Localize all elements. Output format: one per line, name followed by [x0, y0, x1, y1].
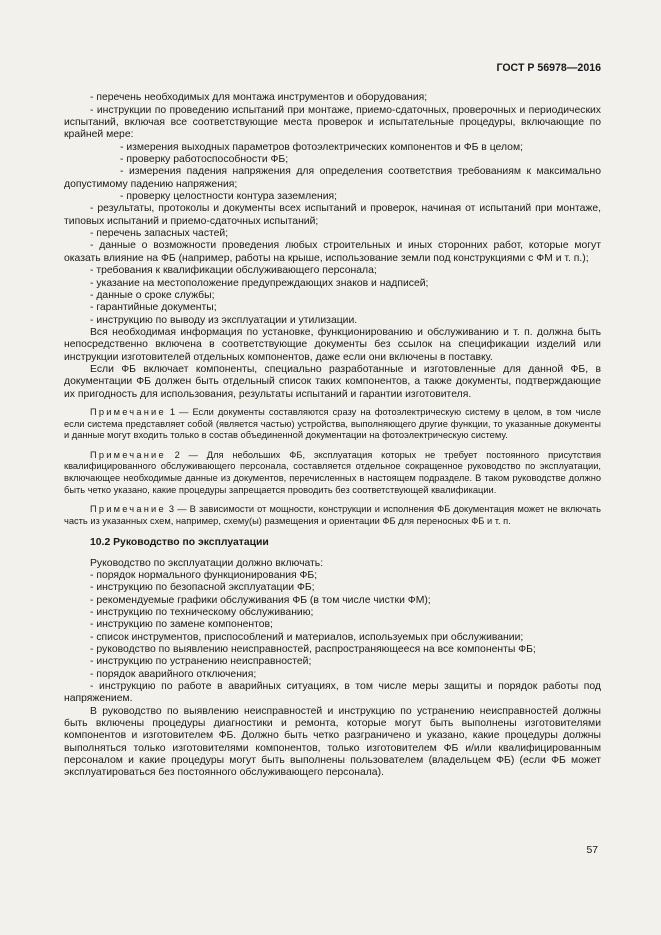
note-label: Примечание: [90, 449, 166, 460]
paragraph: Руководство по эксплуатации должно включать:: [90, 557, 324, 569]
document-header: ГОСТ Р 56978—2016: [496, 62, 601, 74]
section-title: 10.2 Руководство по эксплуатации: [90, 537, 269, 549]
paragraph: - руководство по выявлению неисправностей, распространяющееся на все компоненты ФБ;: [90, 644, 536, 656]
paragraph: - перечень запасных частей;: [90, 228, 229, 240]
paragraph: - инструкцию по выводу из эксплуатации и утилизации.: [90, 314, 358, 326]
paragraph: - инструкцию по устранению неисправностей;: [90, 656, 312, 668]
note-text: 2 — Для небольших ФБ, эксплуатация которых не требует постоянного присутствия квалифицированного обслуживающего персонала, составляется отдельное сокращенное руководство по эксплуатации, включающее необходимые данные из документов, перечисленных в настоящем подразделе. В таком руководстве должно быть четко указано, какие процедуры запрещается проводить без соответствующей квалификации.: [64, 449, 601, 495]
paragraph: - порядок аварийного отключения;: [90, 668, 257, 680]
note-label: Примечание: [90, 406, 166, 417]
paragraph: - рекомендуемые графики обслуживания ФБ (в том числе чистки ФМ);: [90, 594, 431, 606]
paragraph: - инструкцию по безопасной эксплуатации ФБ;: [90, 582, 315, 594]
paragraph: - измерения выходных параметров фотоэлектрических компонентов и ФБ в целом;: [120, 141, 523, 153]
requirements-list: [64, 92, 601, 401]
manual-contents-list: [64, 558, 601, 780]
paragraph: - порядок нормального функционирования ФБ;: [90, 569, 318, 581]
paragraph: - проверку работоспособности ФБ;: [120, 154, 289, 166]
paragraph: - перечень необходимых для монтажа инструментов и оборудования;: [90, 92, 428, 104]
paragraph: В руководство по выявлению неисправностей и инструкцию по устранению неисправностей должны быть включены процедуры диагностики и ремонта, которые могут быть выполнены изготовителями компонентов и изготовителем ФБ. Должно быть четко разграничено и указано, какие процедуры должны выполняться только изготовителями компонентов, только изготовителем ФБ и/или квалифицированным персоналом и какие процедуры могут быть выполнены пользователем (владельцем ФБ) (если ФБ может эксплуатироваться без постоянного обслуживающего персонала).: [64, 705, 601, 779]
paragraph: Если ФБ включает компоненты, специально разработанные и изготовленные для данной ФБ, в документации ФБ должен быть отдельный список таких компонентов, а также документы, подтверждающие их пригодность для использования, результаты испытаний и гарантии изготовителя.: [64, 363, 601, 400]
paragraph: - данные о сроке службы;: [90, 289, 215, 301]
paragraph: - инструкции по проведению испытаний при монтаже, приемо-сдаточных, проверочных и периодических испытаний, включая все соответствующие места проверок и испытательные процедуры, включающие по крайней мере:: [64, 104, 601, 141]
note: [64, 504, 601, 527]
paragraph: - указание на местоположение предупреждающих знаков и надписей;: [90, 277, 429, 289]
paragraph: - гарантийные документы;: [90, 302, 217, 314]
paragraph: - проверку целостности контура заземления;: [120, 191, 338, 203]
paragraph: - требования к квалификации обслуживающего персонала;: [90, 265, 377, 277]
paragraph: - инструкцию по работе в аварийных ситуациях, в том числе меры защиты и порядок работы под напряжением.: [64, 681, 601, 705]
paragraph: Вся необходимая информация по установке, функционированию и обслуживанию и т. п. должна быть непосредственно включена в соответствующие документы без ссылок на спецификации изделий или инструкции изготовителей отдельных компонентов, даже если они включены в поставку.: [64, 326, 601, 363]
note-label: Примечание: [90, 504, 166, 515]
note-text: 1 — Если документы составляются сразу на фотоэлектрическую систему в целом, в том числе если система представляет собой (является частью) устройства, выполняющего другие функции, то указанные документы и данные могут входить только в состав объединенной документации на фотоэлектрическую систему.: [64, 406, 601, 441]
paragraph: - инструкцию по замене компонентов;: [90, 619, 273, 631]
paragraph: - измерения падения напряжения для определения соответствия требованиям к максимально допустимому падению напряжения;: [64, 166, 601, 190]
note: [64, 450, 601, 496]
paragraph: - результаты, протоколы и документы всех испытаний и проверок, начиная от испытаний при монтаже, типовых испытаний и приемо-сдаточных испытаний;: [64, 203, 601, 227]
paragraph: - список инструментов, приспособлений и материалов, используемых при обслуживании;: [90, 631, 524, 643]
note: [64, 407, 601, 442]
note-text: 3 — В зависимости от мощности, конструкции и исполнения ФБ документация может не включать часть из указанных схем, например, схему(ы) размещения и ориентации ФБ для переносных ФБ и т. п.: [64, 504, 601, 526]
notes-block: [64, 407, 601, 527]
page-number: 57: [586, 845, 598, 856]
paragraph: - данные о возможности проведения любых строительных и иных сторонних работ, которые могут оказать влияние на ФБ (например, работы на крыше, использование земли под конструкциями с ФМ и т. п.);: [64, 240, 601, 264]
paragraph: - инструкцию по техническому обслуживанию;: [90, 607, 314, 618]
